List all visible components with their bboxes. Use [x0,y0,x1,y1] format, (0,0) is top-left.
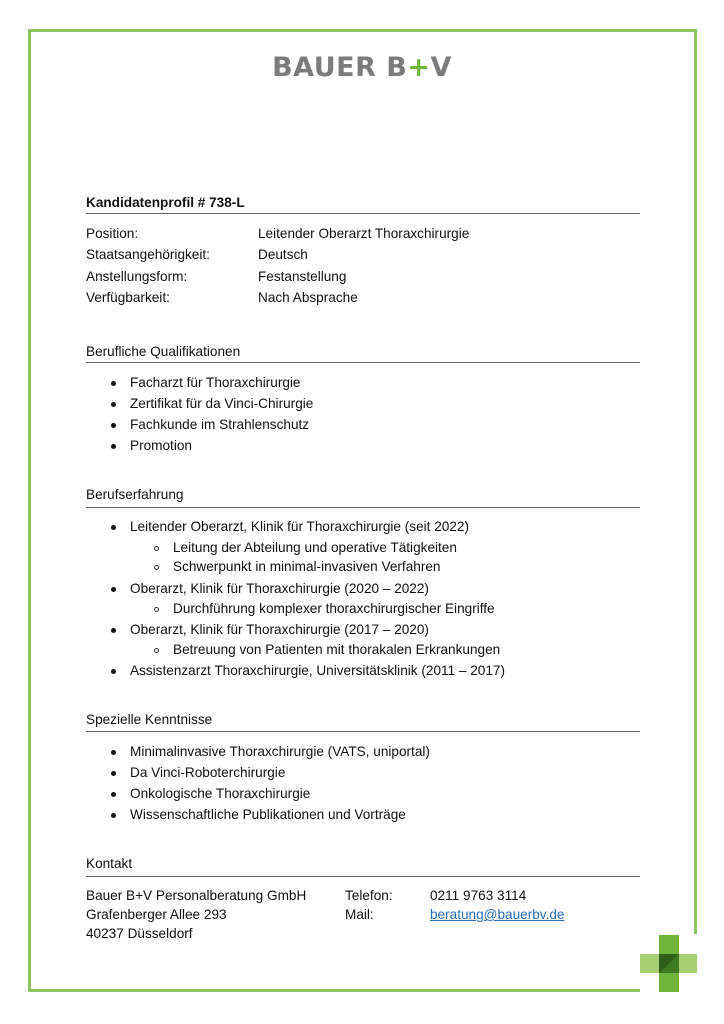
sub-bullet-icon [154,607,159,612]
field-value-nationality: Deutsch [258,247,308,262]
profile-title: Kandidatenprofil # 738-L [86,195,245,210]
frame-border-top [28,29,697,32]
contact-phone-label: Telefon: [345,888,393,903]
sub-list-item: Betreuung von Patienten mit thorakalen Erkrankungen [173,642,501,657]
sub-bullet-icon [154,648,159,653]
sub-list-item: Durchführung komplexer thoraxchirurgischer Eingriffe [173,601,495,616]
logo-text-2: V [430,52,452,83]
list-item: Wissenschaftliche Publikationen und Vorträge [130,807,406,822]
bullet-icon [111,771,116,776]
section-heading-contact: Kontakt [86,856,133,871]
bullet-icon [111,587,116,592]
list-item: Oberarzt, Klinik für Thoraxchirurgie (2017 – 2020) [130,622,429,637]
frame-border-bottom [28,989,640,992]
bullet-icon [111,628,116,633]
bullet-icon [111,669,116,674]
list-item: Promotion [130,438,192,453]
divider [86,213,640,214]
list-item: Onkologische Thoraxchirurgie [130,786,311,801]
list-item: Minimalinvasive Thoraxchirurgie (VATS, uniportal) [130,744,430,759]
logo-text-1: BAUER B [272,52,408,83]
bullet-icon [111,750,116,755]
bullet-icon [111,813,116,818]
divider [86,362,640,363]
contact-city: 40237 Düsseldorf [86,926,193,941]
field-value-employment: Festanstellung [258,269,347,284]
list-item: Facharzt für Thoraxchirurgie [130,375,301,390]
frame-border-left [28,29,31,992]
bullet-icon [111,444,116,449]
cross-center [659,954,679,973]
frame-border-right [694,29,697,934]
field-label-availability: Verfügbarkeit: [86,290,170,305]
bullet-icon [111,525,116,530]
bullet-icon [111,792,116,797]
contact-street: Grafenberger Allee 293 [86,907,227,922]
list-item: Oberarzt, Klinik für Thoraxchirurgie (2020 – 2022) [130,581,429,596]
field-value-availability: Nach Absprache [258,290,358,305]
sub-list-item: Schwerpunkt in minimal-invasiven Verfahren [173,559,441,574]
list-item: Assistenzarzt Thoraxchirurgie, Universitätsklinik (2011 – 2017) [130,663,505,678]
sub-bullet-icon [154,546,159,551]
field-label-position: Position: [86,226,139,241]
section-heading-qualifications: Berufliche Qualifikationen [86,344,241,359]
logo-plus-icon: + [407,52,431,83]
bullet-icon [111,381,116,386]
contact-phone: 0211 9763 3114 [430,888,527,903]
field-label-employment: Anstellungsform: [86,269,188,284]
divider [86,507,640,508]
divider [86,731,640,732]
list-item: Da Vinci-Roboterchirurgie [130,765,286,780]
section-heading-skills: Spezielle Kenntnisse [86,712,213,727]
contact-mail-link[interactable]: beratung@bauerbv.de [430,907,565,922]
sub-list-item: Leitung der Abteilung und operative Tätigkeiten [173,540,457,555]
field-value-position: Leitender Oberarzt Thoraxchirurgie [258,226,470,241]
company-logo [0,52,724,83]
list-item: Fachkunde im Strahlenschutz [130,417,310,432]
list-item: Leitender Oberarzt, Klinik für Thoraxchirurgie (seit 2022) [130,519,469,534]
sub-bullet-icon [154,565,159,570]
bullet-icon [111,423,116,428]
divider [86,876,640,877]
contact-mail-label: Mail: [345,907,374,922]
section-heading-experience: Berufserfahrung [86,487,184,502]
field-label-nationality: Staatsangehörigkeit: [86,247,210,262]
bullet-icon [111,402,116,407]
contact-company: Bauer B+V Personalberatung GmbH [86,888,307,903]
list-item: Zertifikat für da Vinci-Chirurgie [130,396,314,411]
